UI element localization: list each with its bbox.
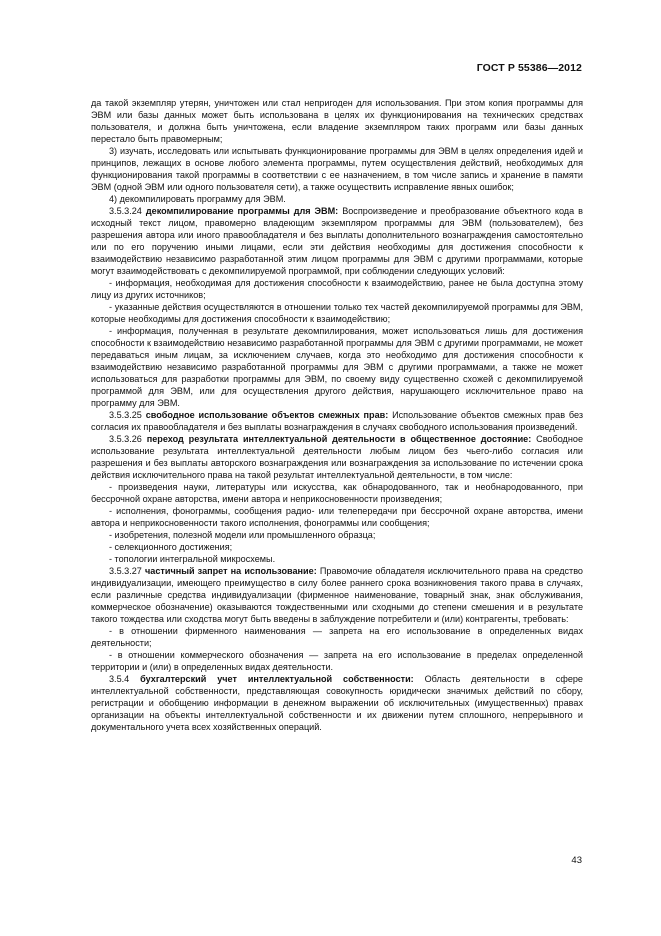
term: переход результата интеллектуальной деятельности в общественное достояние:: [146, 434, 532, 444]
list-item: - информация, необходимая для достижения способности к взаимодействию, ранее не была доступна этому лицу из других источников;: [91, 278, 583, 300]
document-header: ГОСТ Р 55386—2012: [476, 62, 582, 74]
list-item: - топологии интегральной микросхемы.: [109, 554, 276, 564]
clause-number: 3.5.3.24: [109, 206, 142, 216]
term-definition: 3.5.3.26 переход результата интеллектуальной деятельности в общественное достояние: Свободное использование результата интеллектуальной деятельности любым лицом без чьего-либо согласия или разрешения и без выплаты авторского вознаграждения или вознаграждения за использование по истечении срока действия исключительного права на такой результат интеллектуальной деятельности, в том числе:: [91, 434, 584, 480]
clause-number: 3.5.3.25: [109, 410, 142, 420]
term: частичный запрет на использование:: [145, 566, 317, 576]
list-item: - селекционного достижения;: [109, 542, 233, 552]
term-definition: 3.5.3.24 декомпилирование программы для ЭВМ: Воспроизведение и преобразование объектного кода в исходный текст лицом, правомерно владеющим экземпляром программы для ЭВМ (пользователем), без разрешения автора или иного правообладателя и без выплаты дополнительного вознаграждения самостоятельно или по его поручению иными лицами, если эти действия необходимы для достижения способности к взаимодействию независимо разработанной этим лицом программы для ЭВМ с другими программами, которые могут взаимодействовать с декомпилируемой программой, при соблюдении следующих условий:: [91, 206, 583, 276]
list-item: - в отношении коммерческого обозначения — запрета на его использование в пределах определенной территории и (или) в определенных видах деятельности.: [91, 650, 583, 672]
list-item: - в отношении фирменного наименования — запрета на его использование в определенных видах деятельности;: [91, 626, 583, 648]
list-item: 3) изучать, исследовать или испытывать функционирование программы для ЭВМ в целях определения идей и принципов, лежащих в основе любого элемента программы, путем осуществления действий, необходимых для функционирования такой программы в соответствии с ее назначением, в том числе запись и хранение в памяти ЭВМ (одной ЭВМ или одного пользователя сети), а также осуществить исправление явных ошибок;: [91, 146, 583, 192]
term-definition: 3.5.4 бухгалтерский учет интеллектуальной собственности: Область деятельности в сфере интеллектуальной собственности, представляющая совокупность юридически значимых действий по сбору, регистрации и обобщению информации в денежном выражении об исключительных (имущественных) правах организации на объекты интеллектуальной собственности и их движении путем сплошного, непрерывного и документального учета всех хозяйственных операций.: [91, 674, 583, 732]
paragraph: да такой экземпляр утерян, уничтожен или стал непригоден для использования. При этом копия программы для ЭВМ или базы данных может быть использована в целях их функционирования на технических средствах пользователя, и должна быть уничтожена, если владение экземпляром таких программ или базы данных перестало быть правомерным;: [91, 98, 583, 144]
term: декомпилирование программы для ЭВМ:: [145, 206, 339, 216]
clause-number: 3.5.3.26: [109, 434, 142, 444]
list-item: 4) декомпилировать программу для ЭВМ.: [109, 194, 286, 204]
term-definition: 3.5.3.25 свободное использование объектов смежных прав: Использование объектов смежных прав без согласия их правообладателя и без выплаты вознаграждения в случаях свободного использования произведений.: [91, 410, 583, 432]
clause-number: 3.5.4: [109, 674, 130, 684]
term-definition: 3.5.3.27 частичный запрет на использование: Правомочие обладателя исключительного права на средство индивидуализации, имеющего преимущество в силу более раннего срока возникновения такого права в случаях, если различные средства индивидуализации (фирменное наименование, товарный знак, знак обслуживания, коммерческое обозначение) оказываются тождественными или сходными до степени смешения и в результате такого тождества или сходства могут быть введены в заблуждение потребители и (или) контрагенты, требовать:: [91, 566, 583, 624]
clause-number: 3.5.3.27: [109, 566, 142, 576]
term: свободное использование объектов смежных прав:: [145, 410, 389, 420]
list-item: - указанные действия осуществляются в отношении только тех частей декомпилируемой программы для ЭВМ, которые необходимы для достижения способности к взаимодействию;: [91, 302, 583, 324]
list-item: - изобретения, полезной модели или промышленного образца;: [109, 530, 376, 540]
list-item: - информация, полученная в результате декомпилирования, может использоваться лишь для достижения способности к взаимодействию независимо разработанной программы для ЭВМ с другими программами, не может передаваться иным лицам, за исключением случаев, когда это необходимо для достижения способности к взаимодействию независимо разработанной программы для ЭВМ с другими программами, а также не может использоваться для разработки программы для ЭВМ, по своему виду существенно схожей с декомпилируемой программой для ЭВМ, или для осуществления другого действия, нарушающего исключительное право на программу для ЭВМ.: [91, 326, 583, 408]
list-item: - произведения науки, литературы или искусства, как обнародованного, так и необнародованного, при бессрочной охране авторства, имени автора и неприкосновенности произведения;: [91, 482, 583, 504]
page-number: 43: [571, 855, 582, 866]
list-item: - исполнения, фонограммы, сообщения радио- или телепередачи при бессрочной охране авторства, имени автора и неприкосновенности такого исполнения, фонограммы или сообщения;: [91, 506, 583, 528]
document-body: [91, 97, 583, 733]
term: бухгалтерский учет интеллектуальной собственности:: [140, 674, 414, 684]
